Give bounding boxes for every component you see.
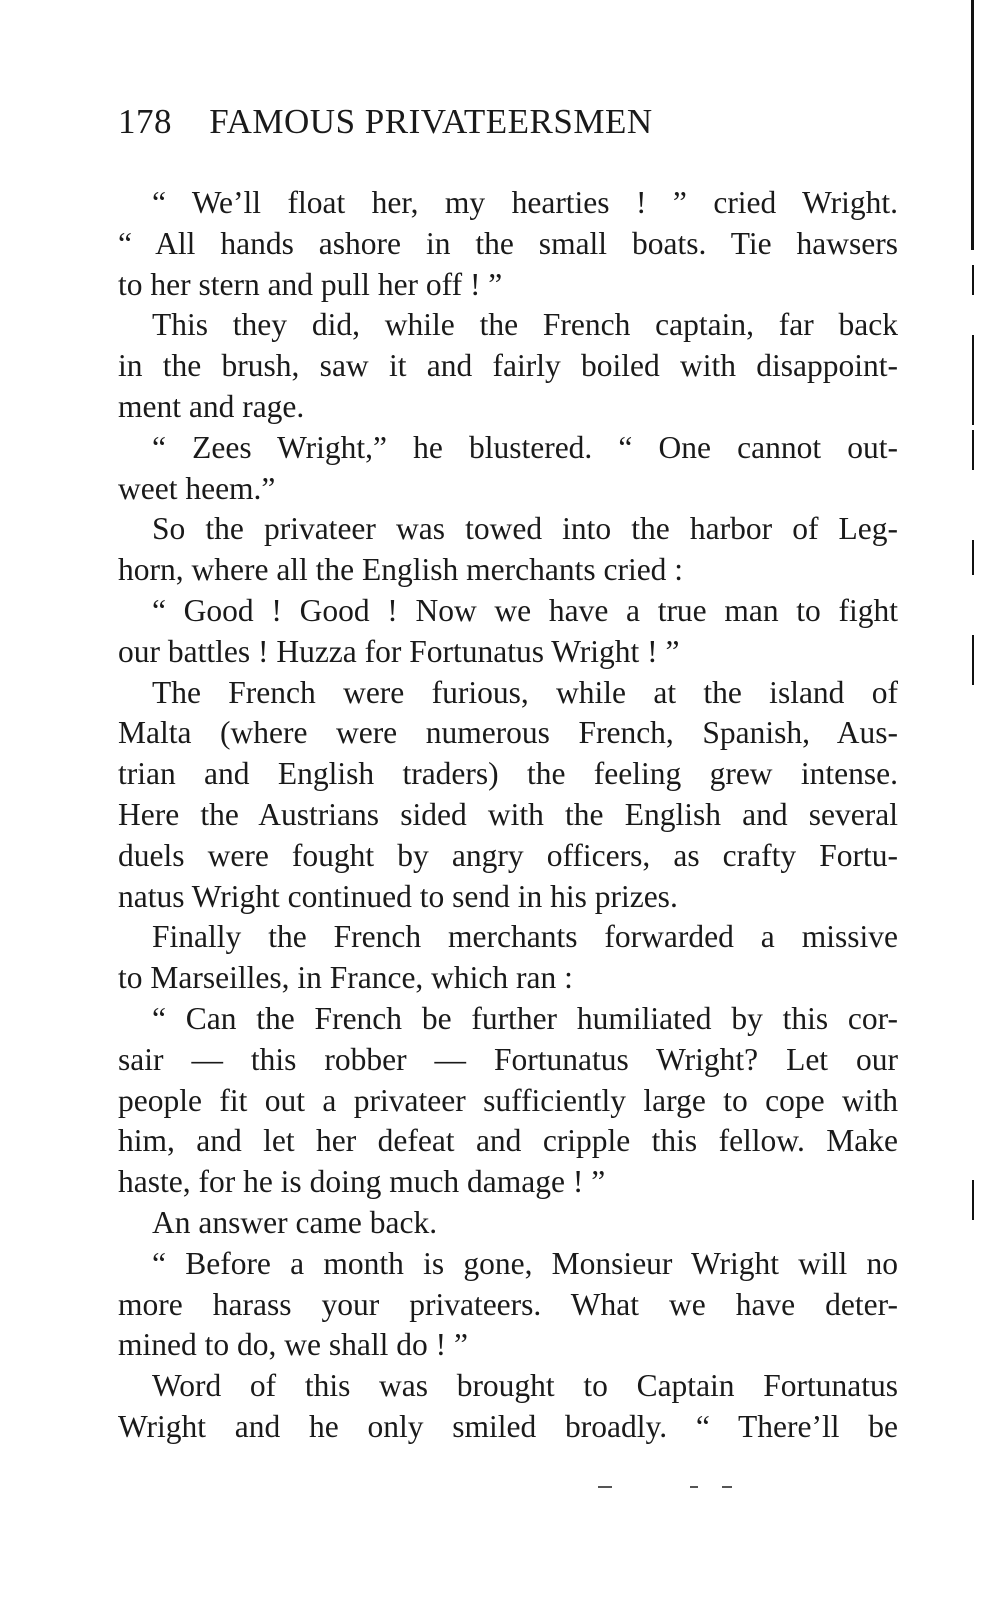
text-line: Wright and he only smiled broadly. “ There’ll be bbox=[118, 1408, 898, 1444]
text-line: duels were fought by angry officers, as crafty Fortu- bbox=[118, 837, 898, 873]
body-text bbox=[118, 183, 898, 1448]
text-line: “ We’ll float her, my hearties ! ” cried Wright. bbox=[152, 185, 898, 220]
text-line: ment and rage. bbox=[118, 388, 305, 424]
text-line: haste, for he is doing much damage ! ” bbox=[118, 1164, 606, 1200]
text-line: Word of this was brought to Captain Fortunatus bbox=[152, 1368, 898, 1404]
running-title: FAMOUS PRIVATEERSMEN bbox=[209, 102, 653, 141]
page-header bbox=[118, 100, 898, 144]
text-line: to Marseilles, in France, which ran : bbox=[118, 960, 573, 996]
scan-edge-mark bbox=[971, 0, 974, 250]
text-line: weet heem.” bbox=[118, 470, 276, 506]
scan-edge-mark bbox=[972, 335, 974, 425]
text-line: sair — this robber — Fortunatus Wright? Let our bbox=[118, 1041, 898, 1077]
text-line: to her stern and pull her off ! ” bbox=[118, 266, 503, 302]
text-line: mined to do, we shall do ! ” bbox=[118, 1327, 468, 1363]
text-line: “ Zees Wright,” he blustered. “ One cannot out- bbox=[152, 429, 898, 465]
text-line: natus Wright continued to send in his prizes. bbox=[118, 878, 678, 914]
text-line: Malta (where were numerous French, Spanish, Aus- bbox=[118, 715, 898, 751]
text-line: “ Can the French be further humiliated by this cor- bbox=[152, 1000, 898, 1036]
text-line: So the privateer was towed into the harbor of Leg- bbox=[152, 511, 898, 547]
footer-dash bbox=[722, 1486, 732, 1488]
scan-edge-mark bbox=[972, 430, 974, 470]
text-line: “ All hands ashore in the small boats. Tie hawsers bbox=[118, 225, 898, 261]
text-line: our battles ! Huzza for Fortunatus Wright ! ” bbox=[118, 633, 680, 669]
text-line: An answer came back. bbox=[152, 1204, 438, 1240]
text-line: people fit out a privateer sufficiently large to cope with bbox=[118, 1082, 898, 1118]
scan-edge-mark bbox=[972, 265, 974, 295]
scan-edge-mark bbox=[972, 540, 974, 575]
text-line: “ Good ! Good ! Now we have a true man to fight bbox=[152, 592, 898, 628]
footer-dash bbox=[598, 1486, 612, 1488]
text-line: This they did, while the French captain, far back bbox=[152, 307, 898, 343]
footer-dash bbox=[690, 1486, 698, 1488]
text-line: Here the Austrians sided with the English and several bbox=[118, 796, 898, 832]
text-line: Finally the French merchants forwarded a missive bbox=[152, 919, 898, 955]
scan-edge-mark bbox=[972, 1180, 974, 1220]
text-line: more harass your privateers. What we have deter- bbox=[118, 1286, 898, 1322]
text-line: The French were furious, while at the island of bbox=[152, 674, 898, 710]
text-line: him, and let her defeat and cripple this fellow. Make bbox=[118, 1123, 898, 1159]
scan-edge-mark bbox=[972, 635, 974, 685]
text-line: horn, where all the English merchants cried : bbox=[118, 552, 684, 588]
text-line: trian and English traders) the feeling grew intense. bbox=[118, 756, 898, 792]
page-number: 178 bbox=[118, 102, 172, 141]
text-line: “ Before a month is gone, Monsieur Wright will no bbox=[152, 1245, 898, 1281]
text-line: in the brush, saw it and fairly boiled with disappoint- bbox=[118, 348, 898, 384]
